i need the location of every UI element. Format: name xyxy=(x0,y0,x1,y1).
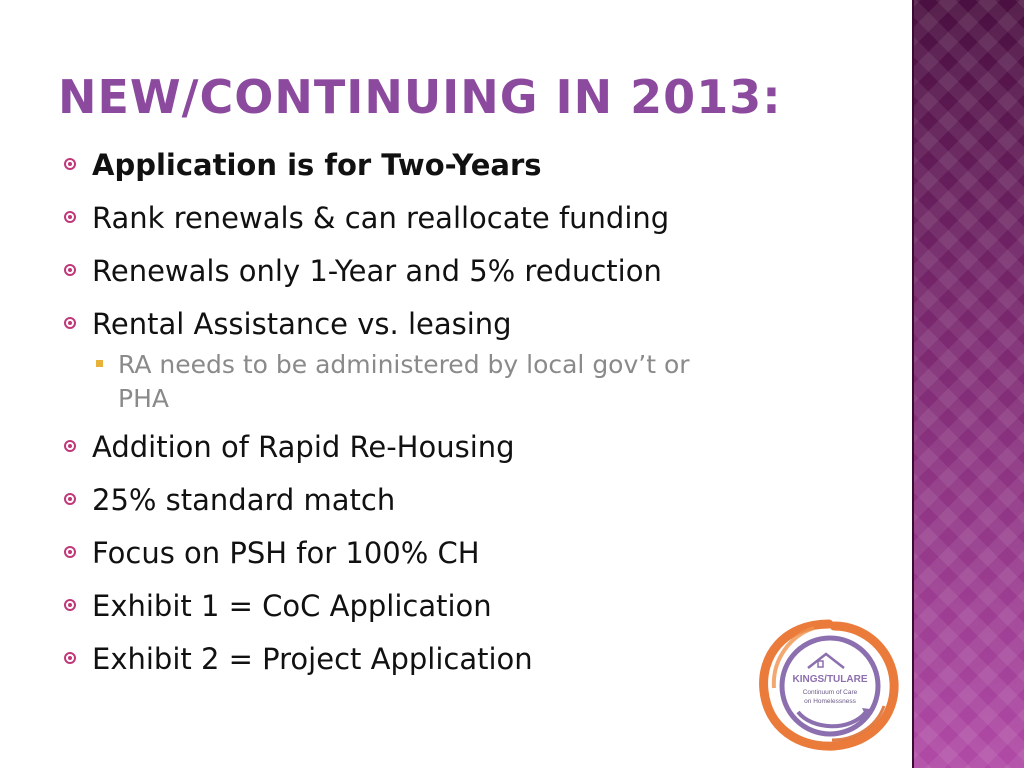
bullet-text: Exhibit 1 = CoC Application xyxy=(92,589,492,623)
sub-bullet-line-1: RA needs to be administered by local gov’t or xyxy=(118,350,690,379)
bullet-list xyxy=(62,146,802,693)
bullet-item xyxy=(62,252,802,290)
bullet-text: Rank renewals & can reallocate funding xyxy=(92,201,670,235)
decorative-side-band xyxy=(912,0,1024,768)
logo-line-1: Continuum of Care xyxy=(802,689,858,696)
bullet-item xyxy=(62,587,802,625)
bullet-item xyxy=(62,146,802,184)
bullet-item xyxy=(62,428,802,466)
bullet-text: Focus on PSH for 100% CH xyxy=(92,536,480,570)
bullet-text: Addition of Rapid Re-Housing xyxy=(92,430,515,464)
bullet-text: Application is for Two-Years xyxy=(92,148,542,182)
bullet-item xyxy=(62,199,802,237)
bullet-text: Renewals only 1-Year and 5% reduction xyxy=(92,254,662,288)
bullet-item xyxy=(62,534,802,572)
radio-bullet-icon xyxy=(64,599,76,611)
side-band-edge xyxy=(912,0,914,768)
logo-line-2: on Homelessness xyxy=(804,698,856,705)
bullet-item xyxy=(62,305,802,343)
bullet-item xyxy=(62,640,802,678)
radio-bullet-icon xyxy=(64,158,76,170)
bullet-item xyxy=(62,481,802,519)
bullet-text: 25% standard match xyxy=(92,483,396,517)
kings-tulare-logo xyxy=(754,616,904,756)
radio-bullet-icon xyxy=(64,652,76,664)
bullet-text: Exhibit 2 = Project Application xyxy=(92,642,533,676)
radio-bullet-icon xyxy=(64,317,76,329)
radio-bullet-icon xyxy=(64,493,76,505)
radio-bullet-icon xyxy=(64,546,76,558)
sub-bullet-item xyxy=(118,348,818,416)
bullet-text: Rental Assistance vs. leasing xyxy=(92,307,512,341)
logo-name: KINGS/TULARE xyxy=(792,674,868,685)
sub-bullet-line-2: PHA xyxy=(118,384,169,413)
radio-bullet-icon xyxy=(64,264,76,276)
radio-bullet-icon xyxy=(64,440,76,452)
square-bullet-icon xyxy=(96,360,103,367)
radio-bullet-icon xyxy=(64,211,76,223)
slide-title: NEW/CONTINUING IN 2013: xyxy=(58,70,782,124)
